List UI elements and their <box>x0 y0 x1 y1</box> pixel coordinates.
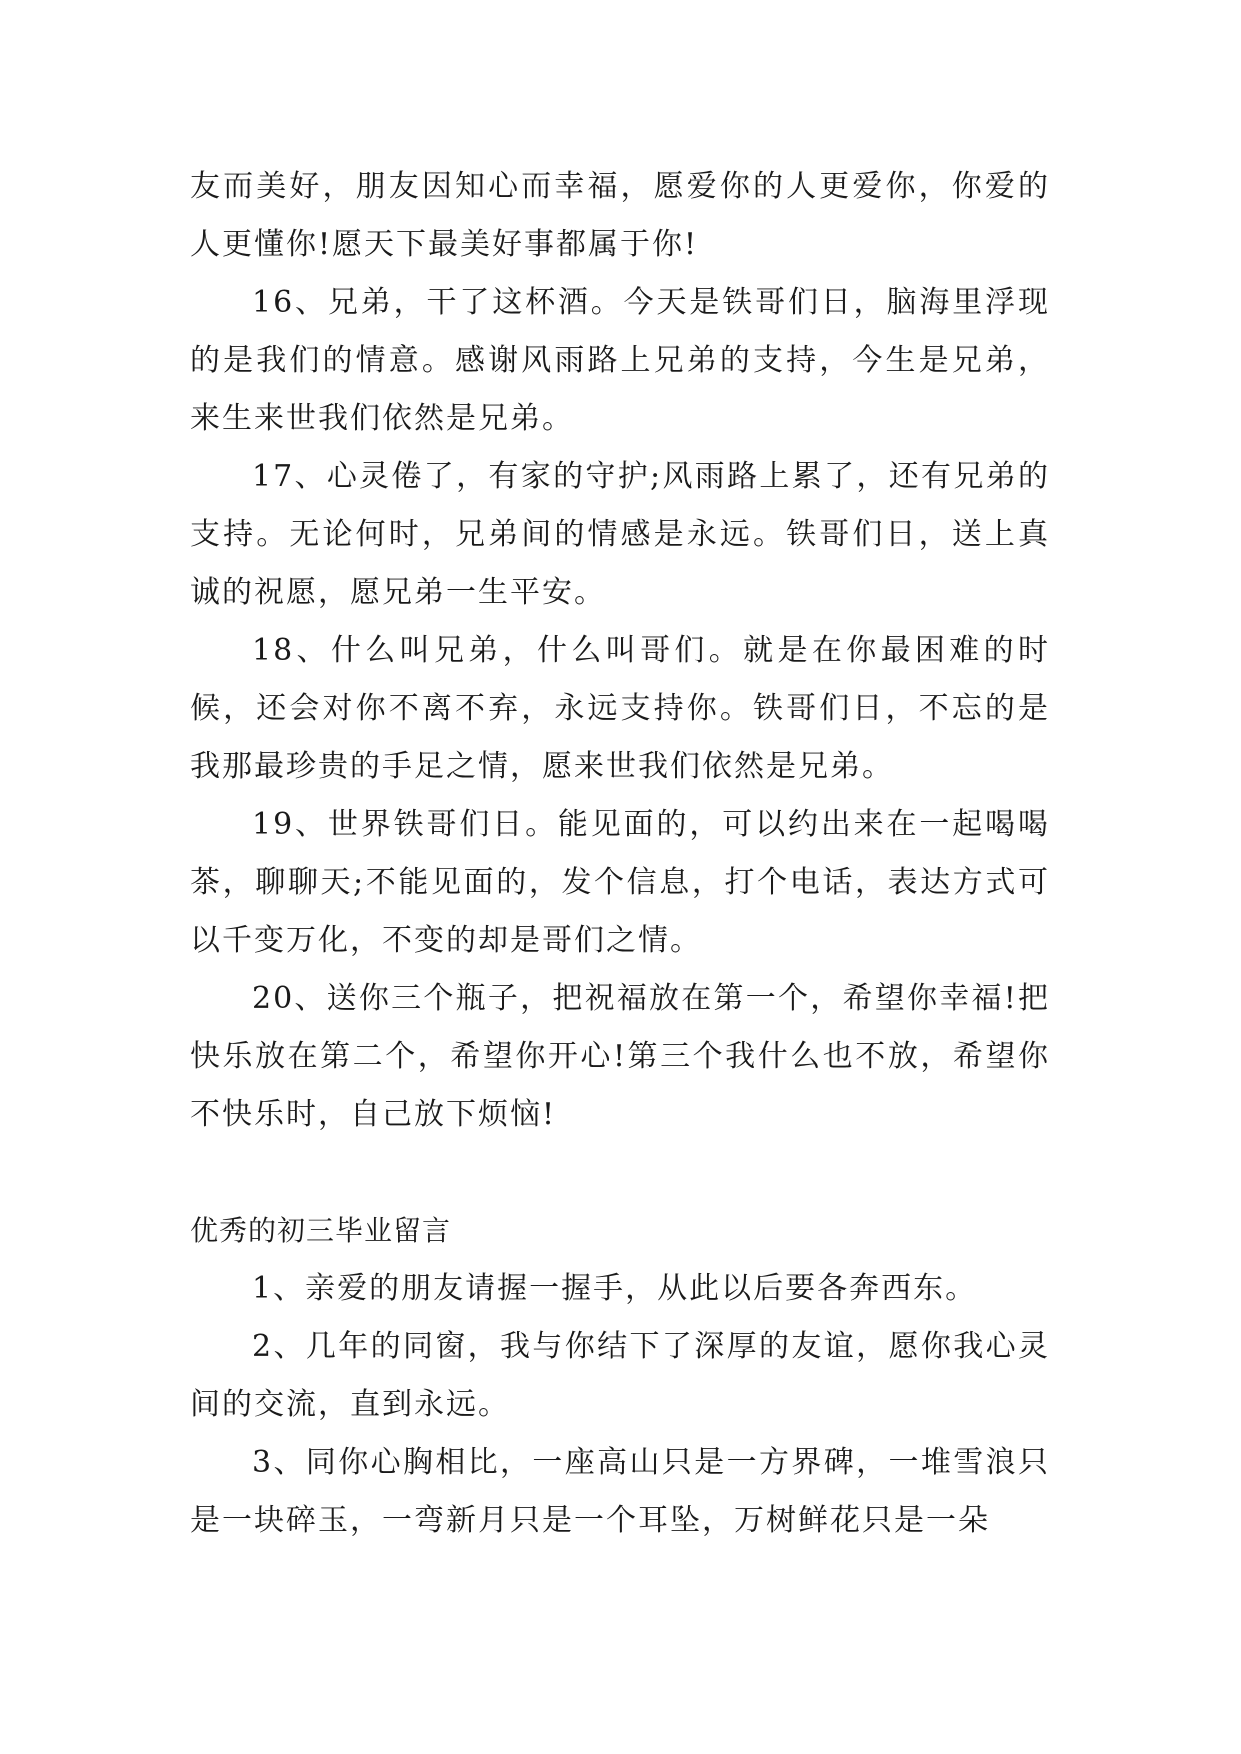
section-paragraph-3: 3、同你心胸相比，一座高山只是一方界碑，一堆雪浪只是一块碎玉，一弯新月只是一个耳坠，万树鲜花只是一朵 <box>190 1445 1050 1538</box>
paragraph-17: 17、心灵倦了，有家的守护;风雨路上累了，还有兄弟的支持。无论何时，兄弟间的情感是永远。铁哥们日，送上真诚的祝愿，愿兄弟一生平安。 <box>190 459 1050 610</box>
paragraph-19: 19、世界铁哥们日。能见面的，可以约出来在一起喝喝茶，聊聊天;不能见面的，发个信息，打个电话，表达方式可以千变万化，不变的却是哥们之情。 <box>190 807 1050 958</box>
paragraph-20: 20、送你三个瓶子，把祝福放在第一个，希望你幸福!把快乐放在第二个，希望你开心!第三个我什么也不放，希望你不快乐时，自己放下烦恼! <box>190 981 1050 1132</box>
paragraph-16: 16、兄弟，干了这杯酒。今天是铁哥们日，脑海里浮现的是我们的情意。感谢风雨路上兄弟的支持，今生是兄弟，来生来世我们依然是兄弟。 <box>190 285 1050 436</box>
document-body <box>190 158 1050 1550</box>
paragraph-continuation: 友而美好，朋友因知心而幸福，愿爱你的人更爱你，你爱的人更懂你!愿天下最美好事都属于你! <box>190 169 1050 262</box>
section-title: 优秀的初三毕业留言 <box>190 1214 452 1247</box>
section-paragraph-1: 1、亲爱的朋友请握一握手，从此以后要各奔西东。 <box>252 1271 978 1306</box>
paragraph-18: 18、什么叫兄弟，什么叫哥们。就是在你最困难的时候，还会对你不离不弃，永远支持你。铁哥们日，不忘的是我那最珍贵的手足之情，愿来世我们依然是兄弟。 <box>190 633 1050 784</box>
section-paragraph-2: 2、几年的同窗，我与你结下了深厚的友谊，愿你我心灵间的交流，直到永远。 <box>190 1329 1050 1422</box>
